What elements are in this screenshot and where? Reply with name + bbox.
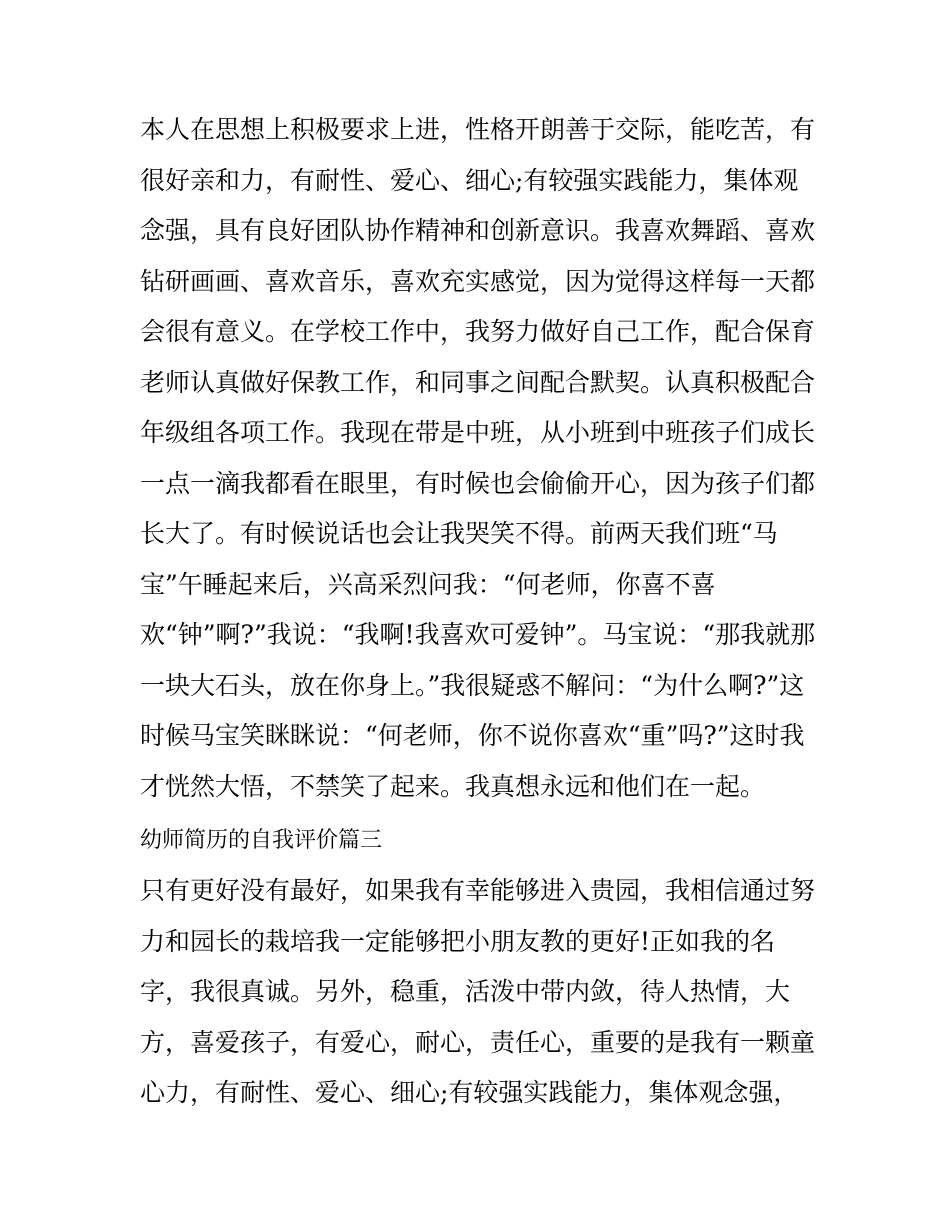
paragraph-line: 一块大石头，放在你身上。”我很疑惑不解问：“为什么啊?”这 (140, 671, 805, 700)
paragraph-line: 宝”午睡起来后，兴高采烈问我：“何老师，你喜不喜 (140, 570, 716, 599)
paragraph-line: 方，喜爱孩子，有爱心，耐心，责任心，重要的是我有一颗童 (140, 1028, 816, 1057)
paragraph-line: 时候马宝笑眯眯说：“何老师，你不说你喜欢“重”吗?”这时我 (140, 721, 805, 750)
paragraph-line: 只有更好没有最好，如果我有幸能够进入贵园，我相信通过努 (140, 876, 816, 905)
paragraph-line: 一点一滴我都看在眼里，有时候也会偷偷开心，因为孩子们都 (140, 469, 816, 498)
paragraph-line: 心力，有耐性、爱心、细心;有较强实践能力，集体观念强， (140, 1078, 799, 1107)
paragraph-line: 本人在思想上积极要求上进，性格开朗善于交际，能吃苦，有 (140, 115, 816, 144)
paragraph-line: 钻研画画、喜欢音乐，喜欢充实感觉，因为觉得这样每一天都 (140, 267, 816, 296)
paragraph-line: 会很有意义。在学校工作中，我努力做好自己工作，配合保育 (140, 317, 816, 346)
paragraph-line: 老师认真做好保教工作，和同事之间配合默契。认真积极配合 (140, 368, 816, 397)
section-heading: 幼师简历的自我评价篇三 (140, 828, 383, 853)
paragraph-line: 很好亲和力，有耐性、爱心、细心;有较强实践能力，集体观 (140, 166, 799, 195)
paragraph-line: 才恍然大悟，不禁笑了起来。我真想永远和他们在一起。 (140, 772, 766, 801)
paragraph-line: 力和园长的栽培我一定能够把小朋友教的更好!正如我的名 (140, 927, 776, 956)
paragraph-line: 念强，具有良好团队协作精神和创新意识。我喜欢舞蹈、喜欢 (140, 216, 816, 245)
paragraph-line: 年级组各项工作。我现在带是中班，从小班到中班孩子们成长 (140, 418, 816, 447)
paragraph-line: 长大了。有时候说话也会让我哭笑不得。前两天我们班“马 (140, 519, 778, 548)
paragraph-line: 欢“钟”啊?”我说：“我啊!我喜欢可爱钟”。马宝说：“那我就那 (140, 620, 816, 649)
paragraph-line: 字，我很真诚。另外，稳重，活泼中带内敛，待人热情，大 (140, 977, 791, 1006)
